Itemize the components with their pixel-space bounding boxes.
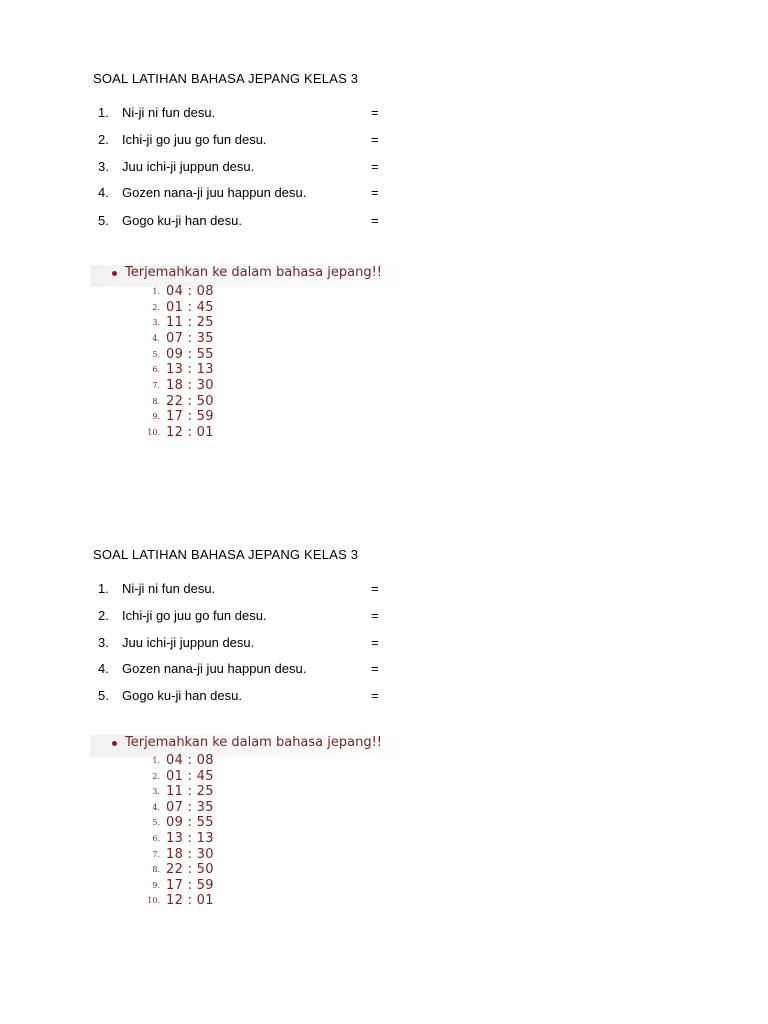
question-text: Juu ichi-ji juppun desu. (122, 159, 255, 174)
translate-heading: Terjemahkan ke dalam bahasa jepang!! (125, 265, 383, 280)
question-text: Gogo ku-ji han desu. (122, 213, 242, 228)
question-text: Ni-ji ni fun desu. (122, 581, 216, 596)
time-number: 6. (152, 834, 160, 843)
translate-instruction (90, 265, 406, 287)
time-value: 11 : 25 (166, 784, 214, 799)
time-number: 10. (147, 428, 160, 437)
time-value: 11 : 25 (166, 315, 214, 330)
bullet-icon (112, 271, 117, 276)
time-value: 01 : 45 (166, 300, 214, 315)
section-title: SOAL LATIHAN BAHASA JEPANG KELAS 3 (93, 547, 359, 562)
question-row (0, 661, 768, 681)
section-title: SOAL LATIHAN BAHASA JEPANG KELAS 3 (93, 71, 359, 86)
answer-equals: = (371, 105, 379, 120)
time-value: 22 : 50 (166, 394, 214, 409)
time-value: 04 : 08 (166, 753, 214, 768)
time-number: 3. (152, 787, 160, 796)
time-number: 9. (152, 881, 160, 890)
time-value: 13 : 13 (166, 831, 214, 846)
translate-instruction (90, 735, 406, 757)
question-row (0, 105, 768, 125)
time-number: 7. (152, 850, 160, 859)
question-text: Juu ichi-ji juppun desu. (122, 635, 255, 650)
time-number: 4. (152, 803, 160, 812)
answer-equals: = (371, 688, 379, 703)
time-value: 09 : 55 (166, 815, 214, 830)
question-text: Gozen nana-ji juu happun desu. (122, 661, 307, 676)
time-number: 9. (152, 412, 160, 421)
question-number: 4. (98, 661, 109, 676)
time-value: 17 : 59 (166, 409, 214, 424)
time-number: 5. (152, 350, 160, 359)
time-number: 7. (152, 381, 160, 390)
question-number: 2. (98, 608, 109, 623)
question-number: 3. (98, 635, 109, 650)
question-row (0, 213, 768, 233)
time-number: 3. (152, 318, 160, 327)
time-value: 12 : 01 (166, 425, 214, 440)
question-row (0, 635, 768, 655)
time-number: 10. (147, 896, 160, 905)
question-row (0, 132, 768, 152)
time-value: 17 : 59 (166, 878, 214, 893)
question-text: Ichi-ji go juu go fun desu. (122, 608, 267, 623)
question-number: 1. (98, 105, 109, 120)
question-row (0, 688, 768, 708)
time-value: 22 : 50 (166, 862, 214, 877)
question-text: Gozen nana-ji juu happun desu. (122, 185, 307, 200)
time-number: 1. (152, 756, 160, 765)
question-row (0, 581, 768, 601)
question-number: 1. (98, 581, 109, 596)
embedded-time-list-image (90, 735, 410, 921)
answer-equals: = (371, 581, 379, 596)
time-value: 13 : 13 (166, 362, 214, 377)
question-text: Gogo ku-ji han desu. (122, 688, 242, 703)
time-value: 01 : 45 (166, 769, 214, 784)
time-value: 18 : 30 (166, 378, 214, 393)
answer-equals: = (371, 159, 379, 174)
question-text: Ichi-ji go juu go fun desu. (122, 132, 267, 147)
question-number: 3. (98, 159, 109, 174)
bullet-icon (112, 741, 117, 746)
embedded-time-list-image (90, 265, 410, 451)
question-number: 2. (98, 132, 109, 147)
time-number: 8. (152, 397, 160, 406)
time-number: 5. (152, 818, 160, 827)
answer-equals: = (371, 185, 379, 200)
question-number: 5. (98, 213, 109, 228)
time-value: 07 : 35 (166, 800, 214, 815)
time-number: 2. (152, 772, 160, 781)
question-number: 5. (98, 688, 109, 703)
translate-heading: Terjemahkan ke dalam bahasa jepang!! (125, 735, 383, 750)
time-number: 4. (152, 334, 160, 343)
question-row (0, 185, 768, 205)
time-value: 09 : 55 (166, 347, 214, 362)
question-row (0, 159, 768, 179)
time-value: 04 : 08 (166, 284, 214, 299)
answer-equals: = (371, 213, 379, 228)
question-number: 4. (98, 185, 109, 200)
answer-equals: = (371, 635, 379, 650)
time-value: 18 : 30 (166, 847, 214, 862)
time-number: 2. (152, 303, 160, 312)
answer-equals: = (371, 132, 379, 147)
time-number: 1. (152, 287, 160, 296)
time-value: 07 : 35 (166, 331, 214, 346)
time-number: 6. (152, 365, 160, 374)
time-number: 8. (152, 865, 160, 874)
question-row (0, 608, 768, 628)
answer-equals: = (371, 661, 379, 676)
answer-equals: = (371, 608, 379, 623)
time-value: 12 : 01 (166, 893, 214, 908)
question-text: Ni-ji ni fun desu. (122, 105, 216, 120)
